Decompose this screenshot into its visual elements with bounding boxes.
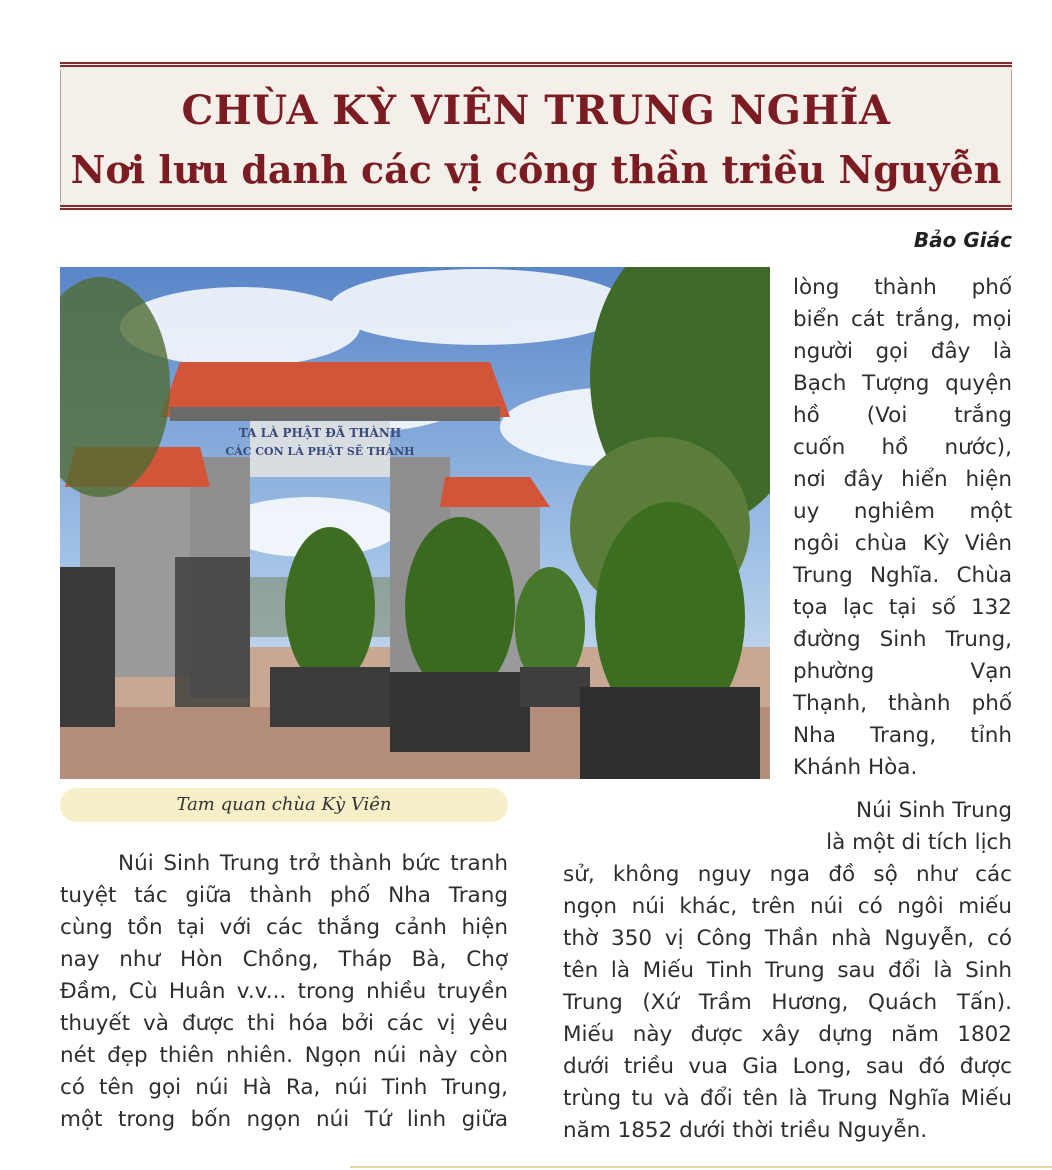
text-line: người gọi đây là [793, 339, 1012, 364]
article-header [60, 62, 1012, 210]
text-line: một trong bốn ngọn núi Tứ linh giữa [60, 1107, 508, 1132]
text-line: trùng tu và đổi tên là Trung Nghĩa Miếu [563, 1086, 1012, 1111]
text-line: Nha Trang, tỉnh [793, 723, 1012, 748]
text-line: Núi Sinh Trung trở thành bức tranh [118, 851, 508, 876]
text-line: tọa lạc tại số 132 [793, 595, 1012, 620]
text-line: là một di tích lịch [826, 830, 1012, 855]
text-line: nét đẹp thiên nhiên. Ngọn núi này còn [60, 1043, 508, 1068]
text-line: ngôi chùa Kỳ Viên [793, 531, 1012, 556]
text-line: có tên gọi núi Hà Ra, núi Tinh Trung, [60, 1075, 508, 1100]
text-line: Đầm, Cù Huân v.v... trong nhiều truyền [60, 979, 508, 1004]
text-line: Miếu này được xây dựng năm 1802 [563, 1022, 1012, 1047]
photo-caption-bar [60, 788, 508, 822]
text-line: tuyệt tác giữa thành phố Nha Trang [60, 883, 508, 908]
temple-gate-illustration [60, 267, 770, 779]
text-line: Núi Sinh Trung [856, 798, 1012, 823]
text-line: thuyết và được thi hóa bởi các vị yêu [60, 1011, 508, 1036]
text-line: nơi đây hiển hiện [793, 467, 1012, 492]
text-line: Trung Nghĩa. Chùa [793, 563, 1012, 588]
text-line: Trung (Xứ Trầm Hương, Quách Tấn). [563, 990, 1012, 1015]
text-line: nay như Hòn Chồng, Tháp Bà, Chợ [60, 947, 508, 972]
text-line: thờ 350 vị Công Thần nhà Nguyễn, có [563, 926, 1012, 951]
right-column-para2-start [793, 795, 1012, 859]
text-line: hồ (Voi trắng [793, 403, 1012, 428]
article-title: CHÙA KỲ VIÊN TRUNG NGHĨA [181, 87, 891, 134]
gate-inscription-1: TA LÀ PHẬT ĐÃ THÀNH [238, 426, 402, 440]
author-name: Bảo Giác [913, 228, 1012, 252]
left-column-paragraph [60, 848, 508, 1136]
right-column-top [793, 272, 1012, 784]
right-column-para2 [563, 859, 1012, 1147]
text-line: biển cát trắng, mọi [793, 307, 1012, 332]
text-line: cùng tồn tại với các thắng cảnh hiện [60, 915, 508, 940]
text-line: lòng thành phố [793, 275, 1012, 300]
text-line: đường Sinh Trung, [793, 627, 1012, 652]
text-line: dưới triều vua Gia Long, sau đó được [563, 1054, 1012, 1079]
text-line: cuốn hồ nước), [793, 435, 1012, 460]
footer-divider [350, 1166, 1052, 1168]
temple-gate-photo [60, 267, 770, 779]
text-line: sử, không nguy nga đồ sộ như các [563, 862, 1012, 887]
text-line: phường Vạn [793, 659, 1012, 684]
text-line: ngọn núi khác, trên núi có ngôi miếu [563, 894, 1012, 919]
text-line: tên là Miếu Tinh Trung sau đổi là Sinh [563, 958, 1012, 983]
text-line: Khánh Hòa. [793, 755, 918, 780]
gate-inscription-2: CÁC CON LÀ PHẬT SẼ THÀNH [225, 445, 415, 458]
text-line: năm 1852 dưới thời triều Nguyễn. [563, 1118, 928, 1143]
photo-caption: Tam quan chùa Kỳ Viên [176, 794, 392, 815]
text-line: uy nghiêm một [793, 499, 1012, 524]
article-subtitle: Nơi lưu danh các vị công thần triều Nguyễn [70, 147, 1002, 192]
text-line: Bạch Tượng quyện [793, 371, 1012, 396]
text-line: Thạnh, thành phố [793, 691, 1012, 716]
